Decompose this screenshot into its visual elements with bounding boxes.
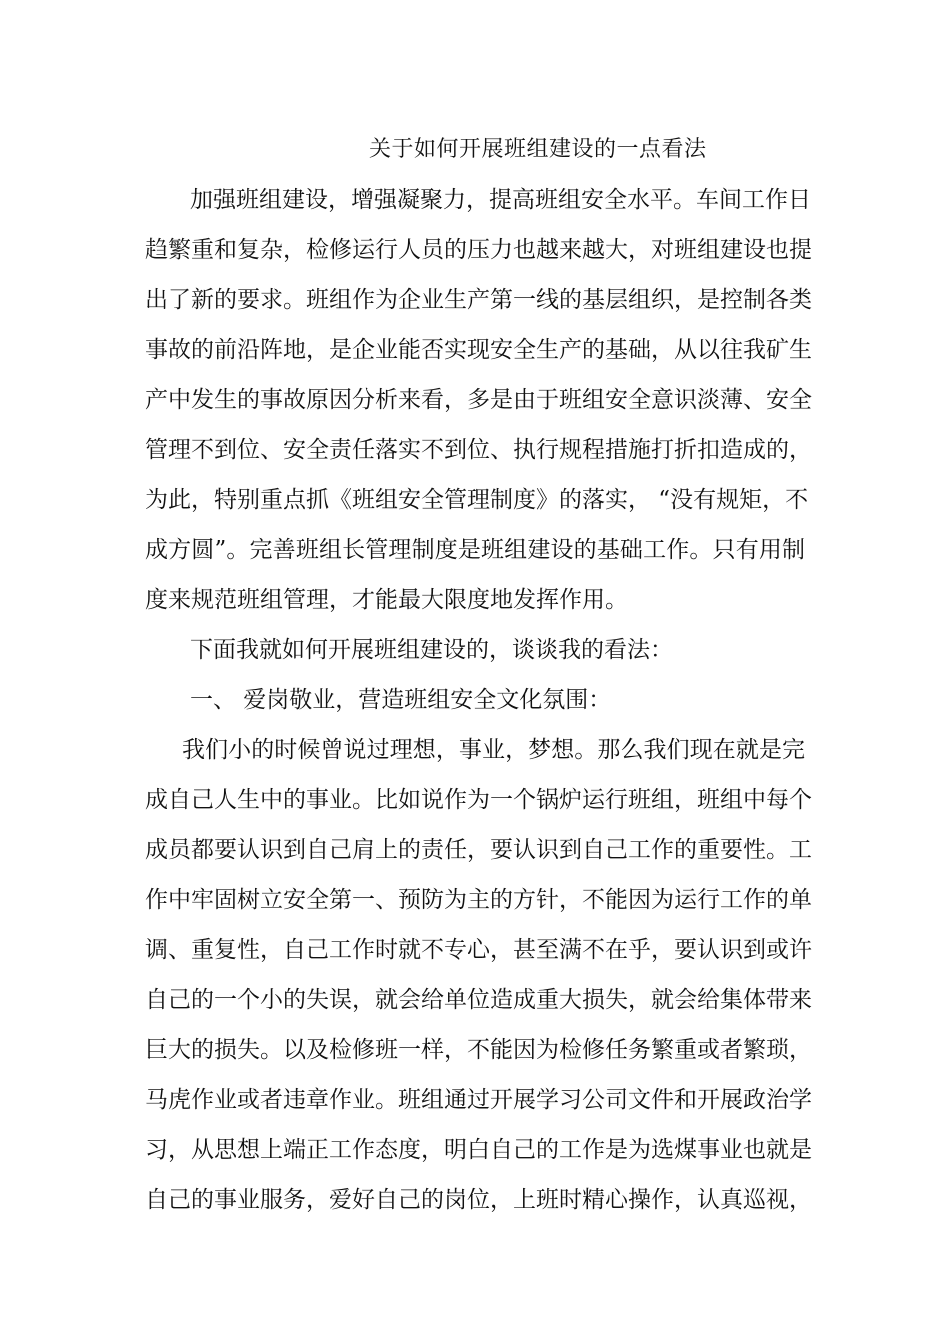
paragraph-1-line: 趋繁重和复杂，检修运行人员的压力也越来越大，对班组建设也提 bbox=[145, 237, 812, 263]
paragraph-1-line: 出了新的要求。班组作为企业生产第一线的基层组织，是控制各类 bbox=[145, 287, 812, 313]
paragraph-3-line: 我们小的时候曾说过理想，事业，梦想。那么我们现在就是完 bbox=[182, 737, 805, 763]
paragraph-1-line: 产中发生的事故原因分析来看，多是由于班组安全意识淡薄、安全 bbox=[145, 387, 812, 413]
paragraph-1-line: 成方圆”。完善班组长管理制度是班组建设的基础工作。只有用制 bbox=[145, 537, 805, 563]
paragraph-2: 下面我就如何开展班组建设的，谈谈我的看法： bbox=[190, 637, 673, 663]
paragraph-3-line: 习，从思想上端正工作态度，明白自己的工作是为选煤事业也就是 bbox=[145, 1137, 812, 1163]
paragraph-1-line: 为此，特别重点抓《班组安全管理制度》的落实， “没有规矩，不 bbox=[145, 487, 809, 513]
paragraph-1-line: 度来规范班组管理，才能最大限度地发挥作用。 bbox=[145, 587, 628, 613]
paragraph-3-line: 自己的一个小的失误，就会给单位造成重大损失，就会给集体带来 bbox=[145, 987, 812, 1013]
paragraph-3-line: 成员都要认识到自己肩上的责任，要认识到自己工作的重要性。工 bbox=[145, 837, 812, 863]
paragraph-1-line: 加强班组建设，增强凝聚力，提高班组安全水平。车间工作日 bbox=[190, 187, 811, 213]
paragraph-3-line: 马虎作业或者违章作业。班组通过开展学习公司文件和开展政治学 bbox=[145, 1087, 812, 1113]
paragraph-3-line: 成自己人生中的事业。比如说作为一个锅炉运行班组，班组中每个 bbox=[145, 787, 812, 813]
section-heading-1: 一、 爱岗敬业，营造班组安全文化氛围： bbox=[190, 687, 612, 713]
paragraph-3-line: 自己的事业服务，爱好自己的岗位，上班时精心操作，认真巡视， bbox=[145, 1187, 812, 1213]
paragraph-3-line: 调、重复性，自己工作时就不专心，甚至满不在乎，要认识到或许 bbox=[145, 937, 812, 963]
document-title: 关于如何开展班组建设的一点看法 bbox=[369, 137, 707, 162]
paragraph-3-line: 巨大的损失。以及检修班一样，不能因为检修任务繁重或者繁琐， bbox=[145, 1037, 812, 1063]
paragraph-1-line: 管理不到位、安全责任落实不到位、执行规程措施打折扣造成的， bbox=[145, 437, 812, 463]
paragraph-1-line: 事故的前沿阵地，是企业能否实现安全生产的基础，从以往我矿生 bbox=[145, 337, 812, 363]
paragraph-3-line: 作中牢固树立安全第一、预防为主的方针，不能因为运行工作的单 bbox=[145, 887, 812, 913]
